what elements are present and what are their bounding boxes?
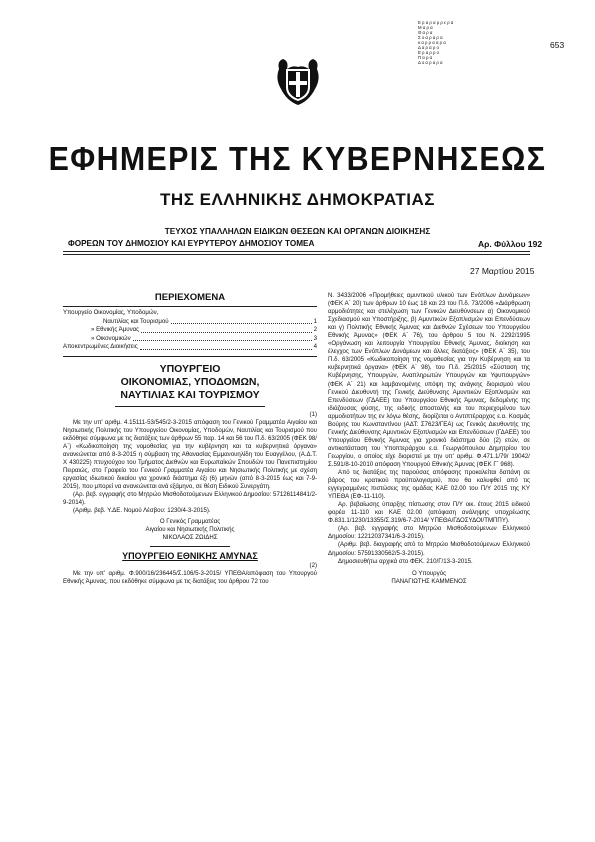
toc-heading: ΠΕΡΙΕΧΟΜΕΝΑ	[154, 292, 226, 303]
toc-leader	[171, 323, 312, 324]
toc-label: » Εθνικής Άμυνας	[91, 326, 140, 333]
toc-page: 4	[313, 343, 317, 350]
toc-label: Αποκεντρωμένες Διοικήσεις	[63, 343, 138, 350]
digital-signature-stamp	[418, 20, 478, 65]
ministry-heading-line: ΝΑΥΤΙΛΙΑΣ ΚΑΙ ΤΟΥΡΙΣΜΟΥ	[120, 388, 260, 401]
divider	[150, 546, 230, 547]
stamp-line: Δ ο α ρ α ρ α	[418, 60, 443, 65]
ministry-heading-line: ΥΠΟΥΡΓΕΙΟ	[159, 362, 221, 375]
registration-note: (Αριθμ. βεβ. Υ.ΔΕ. Νομού Λέσβου: 1230/4-3-2015).	[73, 507, 211, 515]
toc-leader	[141, 332, 312, 333]
signatory-role: Αιγαίου και Νησιωτικής Πολιτικής	[145, 526, 235, 534]
stamp-line: Σ ο α ρ α ρ α	[418, 35, 443, 40]
signatory-name: ΠΑΝΑΓΙΩΤΗΣ ΚΑΜΜΕΝΟΣ	[391, 577, 467, 585]
issue-date: 27 Μαρτίου 2015	[470, 266, 535, 276]
toc-row	[63, 335, 317, 344]
decision-text: Με την υπ' αριθμ. Φ.900/16/236445/Σ.106/5-3-2015/ ΥΠΕΘΑ/απόφαση του Υπουργού Εθνικής Άμυνας, που εκδόθηκε σύμφωνα με τις διατάξεις του άρθρου 72 του	[63, 570, 317, 586]
page-number: 653	[550, 40, 565, 50]
coat-of-arms-icon	[275, 55, 321, 107]
sheet-number: Αρ. Φύλλου 192	[478, 239, 543, 249]
toc-page: 1	[313, 317, 317, 325]
toc-page: 3	[313, 334, 317, 342]
stamp-line: Π α ρ α	[418, 55, 433, 60]
stamp-line: Μ α ρ α	[418, 25, 433, 30]
toc-label: » Οικονομικών	[91, 334, 131, 342]
header-rule	[63, 254, 530, 255]
toc-leader	[133, 340, 312, 341]
registration-note: (Αρ. βεβ. εγγραφής στο Μητρώο Μισθοδοτούμενων Ελληνικού Δημοσίου: 12212037341/6-3-2015).	[328, 525, 530, 541]
stamp-line: Δ α ρ α ρ ο	[418, 45, 439, 50]
stamp-line: Ε ρ α ρ ρ ο	[418, 50, 440, 55]
ministry-heading-line: ΟΙΚΟΝΟΜΙΑΣ, ΥΠΟΔΟΜΩΝ,	[120, 375, 260, 388]
toc-row	[63, 326, 317, 335]
ministry-heading	[63, 363, 317, 402]
header-rule	[63, 251, 530, 252]
right-column	[328, 292, 530, 586]
toc-row	[63, 318, 317, 327]
publication-note: Δημοσιευθήτω αρχικά στο ΦΕΚ. 210/Γ/13-3-2015.	[338, 557, 473, 565]
signatory-role: Ο Υπουργός	[411, 569, 447, 577]
decision-text: Ν. 3433/2006 «Προμήθειες αμυντικού υλικού των Ενόπλων Δυνάμεων» (ΦΕΚ Α΄ 20) των άρθρων 10 έως 18 και 23 του Π.δ. 73/2006 «Διάρθρωση αρμοδιότητες και στελέχωση των Γενικών Διευθύνσεων α) Οικονομικού Σχεδιασμού και Υποστήριξης, β) Αμυντικών Εξοπλισμών και Επενδύσεων και γ) Πολιτικής Εθνικής Άμυνας και Διεθνών Σχέσεων του Υπουργείου Εθνικής Άμυνας» (ΦΕΚ Α΄ 76), του άρθρου 5 του Ν. 2292/1995 «Οργάνωση και λειτουργία Υπουργείου Εθνικής Άμυνας, διοίκηση και έλεγχος των Ενόπλων Δυνάμεων και άλλες διατάξεις» (ΦΕΚ Α΄ 35), του Π.δ. 63/2005 «Κωδικοποίηση της νομοθεσίας για την Κυβέρνηση και τα κυβερνητικά όργανα» (ΦΕΚ Α΄ 98), του Π.δ. 25/2015 «Σύσταση της Κυβέρνησης, Υπουργών, Αναπληρωτών Υπουργών και Υφυπουργών» (ΦΕΚ Α΄ 21) και λαμβανομένης υπόψη της ανάγκης διορισμού νέου Γενικού Διευθυντή της Γενικής Διεύθυνσης Αμυντικών Εξοπλισμών και Επενδύσεων (ΓΔΑΕΕ) του Υπουργείου Εθνικής Άμυνας, δεδομένης της ιδιάζουσας φύσης, της ειδικής αποστολής και του περιεχομένου των αρμοδιοτήτων της εν λόγω θέσης, διορίζεται ο Αντιπτέραρχος ε.α. Κοσμάς Βούρης του Κωνσταντίνου (ΑΔΤ: Σ7623/ΓΕΑ) ως Γενικός Διευθυντής της Γενικής Διεύθυνσης Αμυντικών Εξοπλισμών και Επενδύσεων (ΓΔΑΕΕ) του Υπουργείου Εθνικής Άμυνας για χρονικό διάστημα δύο (2) ετών, σε αντικατάσταση του Υποπτεράρχου ε.α. Γεωργιόπουλου Δημητρίου του Γεωργίου, ο οποίος είχε διοριστεί με την υπ' αριθμ. Φ.471.1/79/ 19042/Σ.591/8-10-2010 απόφαση Υπουργού Εθνικής Άμυνας (ΦΕΚ Γ΄ 968).	[328, 292, 530, 468]
signatory-name: ΝΙΚΟΛΑΟΣ ΖΩΙΔΗΣ	[162, 534, 218, 542]
issue-type-line1: ΤΕΥΧΟΣ ΥΠΑΛΛΗΛΩΝ ΕΙΔΙΚΩΝ ΘΕΣΕΩΝ ΚΑΙ ΟΡΓΑΝΩΝ ΔΙΟΙΚΗΣΗΣ	[164, 227, 431, 236]
ministry-heading: ΥΠΟΥΡΓΕΙΟ ΕΘΝΙΚΗΣ ΑΜΥΝΑΣ	[122, 551, 258, 562]
toc-row	[63, 309, 317, 318]
issue-type-line2: ΦΟΡΕΩΝ ΤΟΥ ΔΗΜΟΣΙΟΥ ΚΑΙ ΕΥΡΥΤΕΡΟΥ ΔΗΜΟΣΙΟΥ ΤΟΜΕΑ	[68, 239, 315, 248]
divider	[63, 356, 317, 357]
left-column	[63, 292, 317, 586]
divider	[63, 306, 317, 307]
toc-leader	[140, 349, 312, 350]
stamp-line: κ α ρ ρ α α ρ α	[418, 40, 446, 45]
registration-note: (Αρ. βεβ. εγγραφής στο Μητρώο Μισθοδοτούμενων Ελληνικού Δημοσίου: 57126114841/2-9-2014).	[63, 490, 317, 507]
signatory-role: Ο Γενικός Γραμματέας	[159, 518, 221, 526]
toc-row	[63, 343, 317, 352]
decision-text: Με την υπ' αριθμ. 4.15111-53/545/2-3-2015 απόφαση του Γενικού Γραμματέα Αιγαίου και Νησιωτικής Πολιτικής του Υπουργείου Οικονομίας, Υποδομών, Ναυτιλίας και Τουρισμού που εκδόθηκε σύμφωνα με τις διατάξεις των άρθρων 55 παρ. 14 και 56 του Π.δ. 63/2005 (ΦΕΚ 98/Α΄) «Κωδικοποίηση της νομοθεσίας για την κυβέρνηση και τα κυβερνητικά όργανα» ανανεώνεται από 8-3-2015 η σύμβαση της Αθανασίας Εμμανουηλίδη του Ευαγγέλου, (Α.Δ.Τ. Χ 430225) πτυχιούχου του Τμήματος Διεθνών και Ευρωπαϊκών Σπουδών του Πανεπιστημίου Πειραιώς, στο Γραφείο του Γενικού Γραμματέα Αιγαίου και Νησιωτικής Πολιτικής με σχέση εργασίας ιδιωτικού δικαίου για χρονικό διάστημα έξι (6) μηνών (από 8-3-2015 έως και 7-9-2015), που μπορεί να ανανεώνεται ανά εξάμηνο, σε θέση Ειδικού Συνεργάτη.	[63, 418, 317, 490]
toc-label: Ναυτιλίας και Τουρισμού	[103, 317, 169, 325]
gazette-subtitle: ΤΗΣ ΕΛΛΗΝΙΚΗΣ ΔΗΜΟΚΡΑΤΙΑΣ	[160, 190, 435, 209]
stamp-line: Ε ρ α ρ α ρ ρ ε ρ α	[418, 20, 454, 25]
credit-text: Αρ. βεβαίωσης ύπαρξης πίστωσης στον Π/Υ οικ. έτους 2015 ειδικού φορέα 11-110 και ΚΑΕ 02.00 (απόφαση ανάληψης υποχρέωσης Φ.831.1/1230/13355/Σ.319/6-7-2014/ ΥΠΕΘΑ/ΓΔΟΣΥΔΟΙ/ΤΜΠΠΥ).	[328, 501, 530, 525]
gazette-title: ΕΦΗΜΕΡΙΣ ΤΗΣ ΚΥΒΕΡΝΗΣΕΩΣ	[48, 140, 547, 177]
decision-number: (1)	[309, 410, 317, 418]
decision-number: (2)	[309, 562, 317, 570]
divider	[115, 406, 265, 407]
toc-label: Υπουργείο Οικονομίας, Υποδομών,	[63, 309, 159, 316]
stamp-line: Θ α ρ α	[418, 30, 433, 35]
toc-page: 2	[313, 326, 317, 333]
expense-text: Από τις διατάξεις της παρούσας απόφασης προκαλείται δαπάνη σε βάρος του κρατικού προϋπολογισμού, που θα καλυφθεί από τις εγγεγραμμένες πιστώσεις της ομάδας ΚΑΕ 02.00 του Π/Υ 2015 της ΚΥ ΥΠΕΘΑ (ΕΦ-11-110).	[328, 469, 530, 501]
registration-note: (Αριθμ. βεβ. διαγραφής από το Μητρώο Μισθοδοτούμενων Ελληνικού Δημοσίου: 57591330562/5-3-2015).	[328, 541, 530, 557]
